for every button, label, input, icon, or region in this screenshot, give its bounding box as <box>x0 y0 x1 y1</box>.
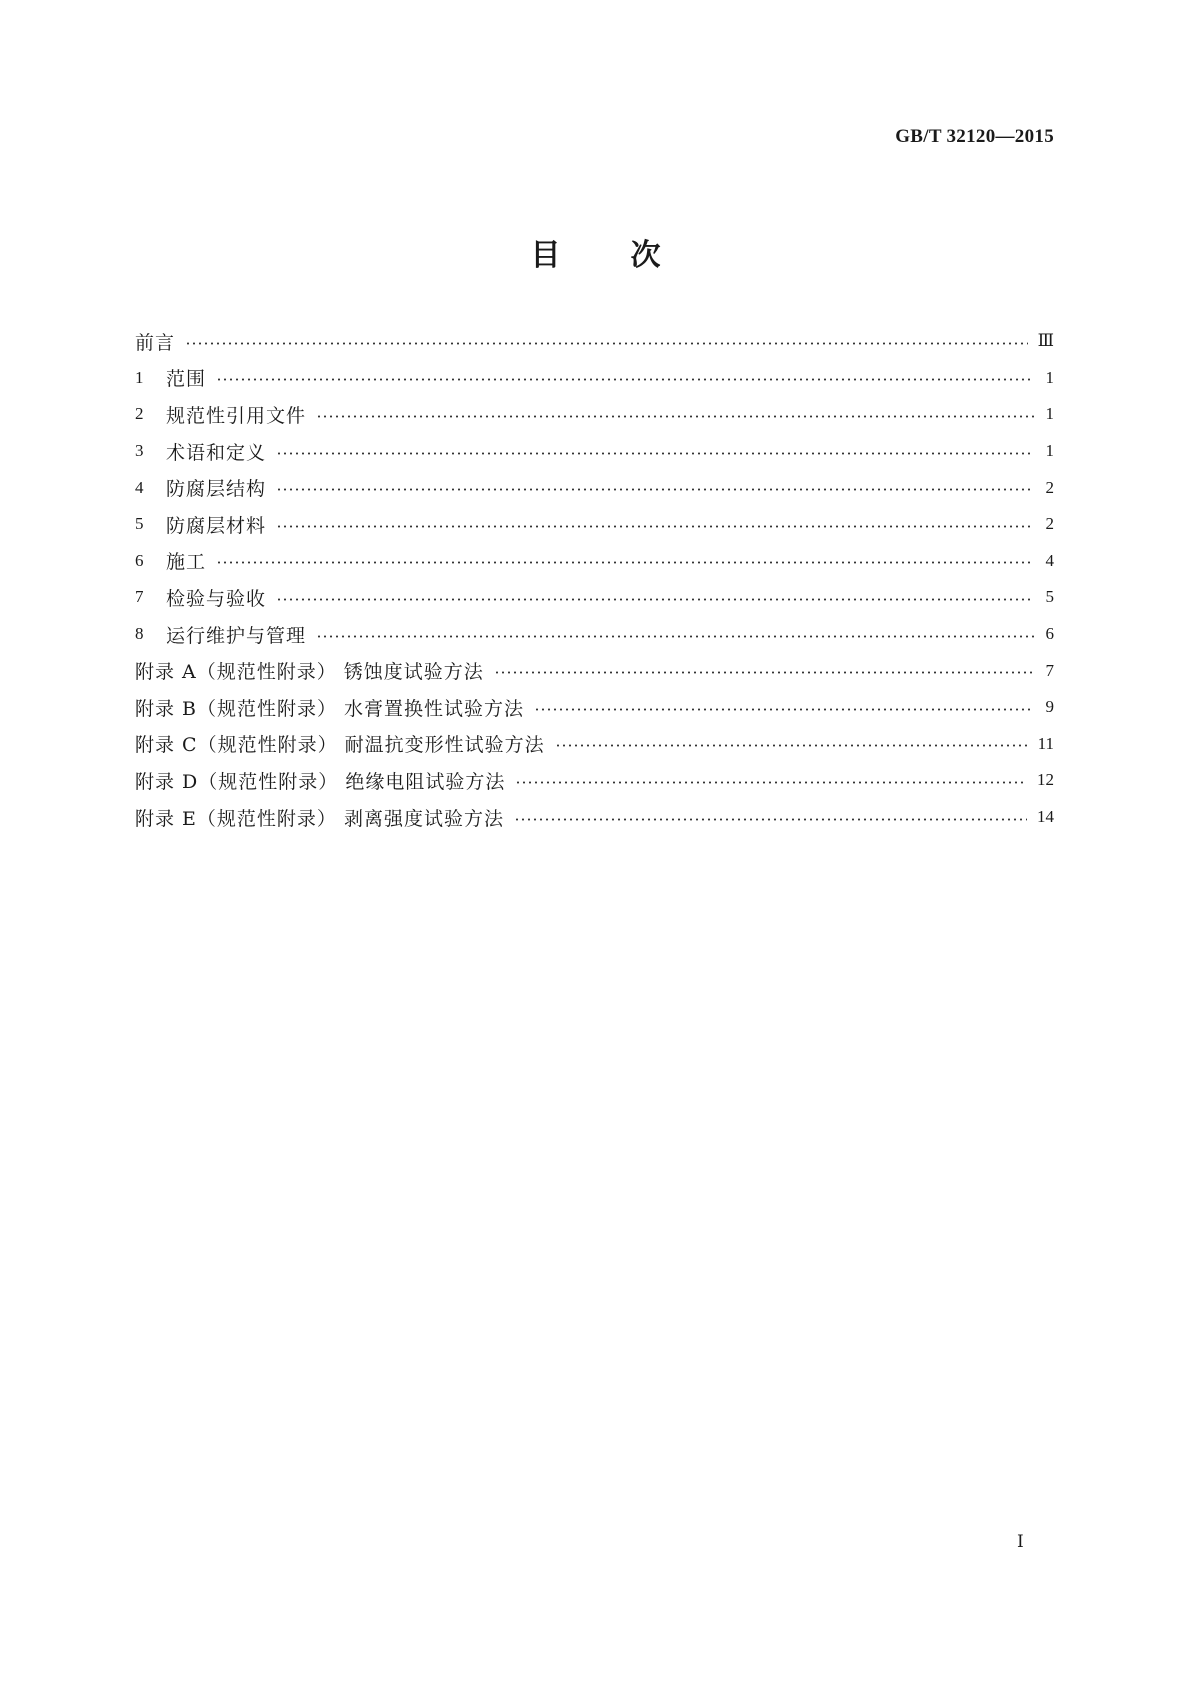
toc-dot-leader <box>276 598 1034 601</box>
toc-entry-annex-b[interactable] <box>135 689 1054 726</box>
toc-entry-number: 2 <box>135 404 144 424</box>
toc-entry-label: 附录 E（规范性附录） 剥离强度试验方法 <box>135 807 504 830</box>
toc-entry-page: 12 <box>1037 770 1054 790</box>
toc-entry-label: 范围 <box>166 368 207 391</box>
toc-entry-annex-a[interactable] <box>135 652 1054 689</box>
toc-title <box>0 230 1191 274</box>
toc-dot-leader <box>494 671 1034 674</box>
toc-title-char-2: 次 <box>630 238 661 273</box>
toc-entry-1[interactable] <box>135 360 1054 397</box>
toc-entry-page: 1 <box>1045 404 1054 424</box>
toc-entry-7[interactable] <box>135 579 1054 616</box>
toc-entry-label: 检验与验收 <box>166 587 267 610</box>
toc-entry-page: 1 <box>1045 441 1054 461</box>
toc-entry-page: 4 <box>1045 550 1054 570</box>
toc-entry-annex-e[interactable] <box>135 799 1054 836</box>
toc-title-char-1: 目 <box>530 238 561 273</box>
toc-entry-label: 附录 A（规范性附录） 锈蚀度试验方法 <box>135 661 484 684</box>
toc-entry-label: 运行维护与管理 <box>166 624 307 647</box>
toc-entry-page: 2 <box>1045 477 1054 497</box>
page-number: Ⅰ <box>1017 1532 1024 1551</box>
toc-entry-page: 5 <box>1045 587 1054 607</box>
toc-dot-leader <box>276 525 1034 528</box>
toc-dot-leader <box>276 488 1034 491</box>
toc-entry-label: 术语和定义 <box>166 441 267 464</box>
toc-entry-page: 11 <box>1037 733 1054 753</box>
toc-entry-page: 7 <box>1045 660 1054 680</box>
toc-entry-foreword[interactable] <box>135 323 1054 360</box>
toc-entry-label: 规范性引用文件 <box>166 404 307 427</box>
toc-entry-label: 附录 D（规范性附录） 绝缘电阻试验方法 <box>135 770 506 793</box>
toc-entry-page: 6 <box>1045 624 1054 644</box>
toc-entry-3[interactable] <box>135 433 1054 470</box>
toc-entry-5[interactable] <box>135 506 1054 543</box>
toc-dot-leader <box>316 635 1034 638</box>
toc-entry-8[interactable] <box>135 616 1054 653</box>
toc-dot-leader <box>185 342 1028 345</box>
toc-entry-number: 7 <box>135 587 144 607</box>
toc-entry-page: Ⅲ <box>1037 331 1054 351</box>
toc-entry-label: 防腐层材料 <box>166 514 267 537</box>
toc-dot-leader <box>216 378 1034 381</box>
toc-entry-page: 9 <box>1045 697 1054 717</box>
toc-dot-leader <box>216 561 1034 564</box>
toc-entry-page: 1 <box>1045 367 1054 387</box>
toc-dot-leader <box>276 452 1034 455</box>
toc-entry-2[interactable] <box>135 396 1054 433</box>
toc-dot-leader <box>514 818 1027 821</box>
toc-entry-number: 8 <box>135 624 144 644</box>
toc-dot-leader <box>316 415 1034 418</box>
toc-entry-annex-d[interactable] <box>135 762 1054 799</box>
toc-entry-page: 2 <box>1045 514 1054 534</box>
standard-code: GB/T 32120—2015 <box>895 126 1054 147</box>
toc-entry-label: 前言 <box>135 331 176 354</box>
toc-entry-6[interactable] <box>135 543 1054 580</box>
toc-entry-label: 附录 C（规范性附录） 耐温抗变形性试验方法 <box>135 734 545 757</box>
toc-entry-label: 施工 <box>166 551 207 574</box>
toc-dot-leader <box>515 781 1027 784</box>
toc-entry-number: 3 <box>135 441 144 461</box>
toc-dot-leader <box>555 744 1028 747</box>
toc-entry-number: 5 <box>135 514 144 534</box>
toc-entry-label: 防腐层结构 <box>166 478 267 501</box>
toc-entry-number: 6 <box>135 550 144 570</box>
toc-dot-leader <box>534 708 1034 711</box>
toc-entry-annex-c[interactable] <box>135 726 1054 763</box>
toc-entry-label: 附录 B（规范性附录） 水膏置换性试验方法 <box>135 697 525 720</box>
toc-entry-4[interactable] <box>135 469 1054 506</box>
toc-list <box>135 323 1054 835</box>
toc-entry-page: 14 <box>1037 807 1054 827</box>
toc-entry-number: 1 <box>135 367 144 387</box>
toc-entry-number: 4 <box>135 477 144 497</box>
